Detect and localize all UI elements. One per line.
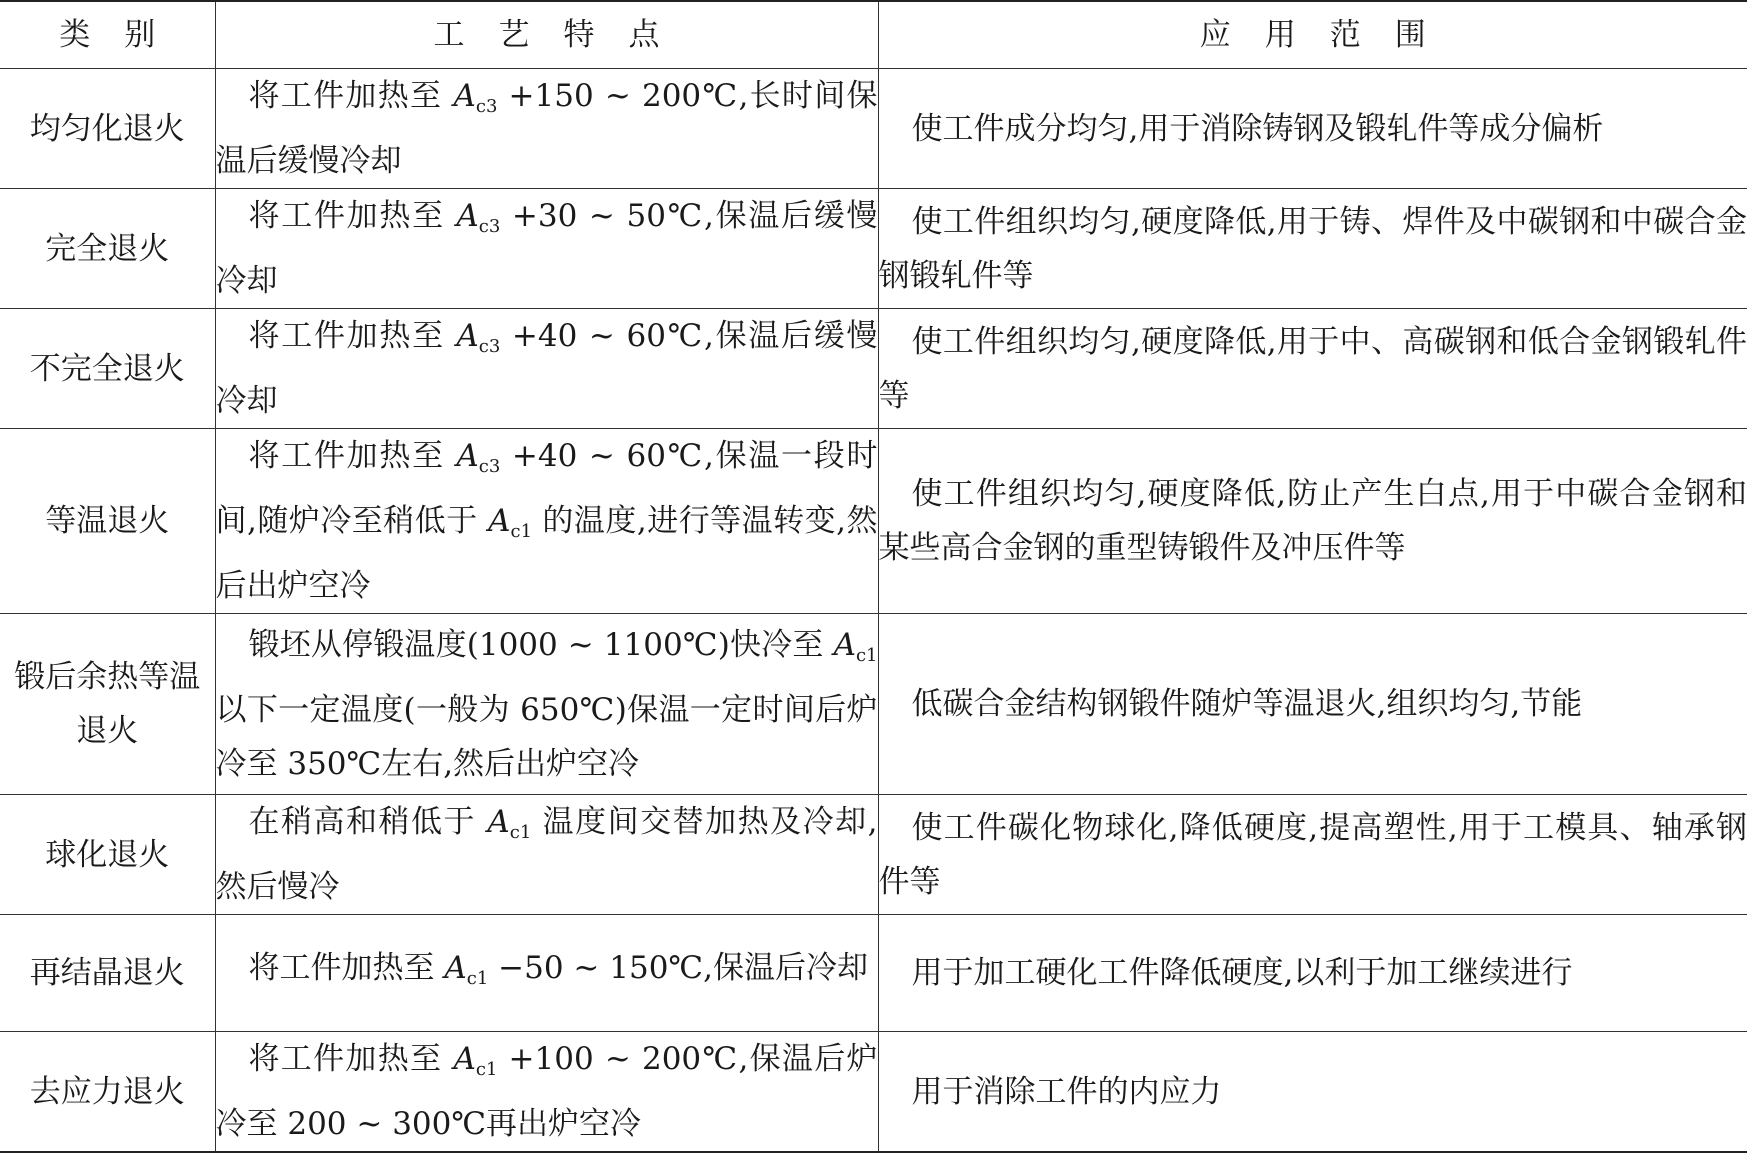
table-row bbox=[0, 429, 1747, 614]
process-cell: 将工件加热至 $A_{c1} +100$ ~ 200℃,保温后炉冷至 200 ~ 300℃再出炉空冷 bbox=[215, 1032, 878, 1153]
temperature-symbol: $A_{c3}$ bbox=[456, 198, 501, 237]
temperature-symbol: $A_{c1}$ bbox=[488, 503, 533, 542]
category-cell: 去应力退火 bbox=[0, 1032, 215, 1153]
temperature-symbol-subscript: c1 bbox=[855, 644, 878, 666]
temperature-symbol: $A_{c1}$ bbox=[444, 949, 489, 989]
table-row bbox=[0, 69, 1747, 189]
table-row bbox=[0, 1032, 1747, 1153]
category-cell: 再结晶退火 bbox=[0, 915, 215, 1032]
application-cell: 使工件成分均匀,用于消除铸钢及锻轧件等成分偏析 bbox=[878, 69, 1747, 189]
temperature-symbol-subscript: c1 bbox=[466, 967, 489, 989]
category-cell: 锻后余热等温退火 bbox=[0, 614, 215, 795]
temperature-symbol: $A_{c3}$ bbox=[456, 438, 501, 477]
process-cell: 将工件加热至 $A_{c3} +40$ ~ 60℃,保温后缓慢冷却 bbox=[215, 309, 878, 429]
temperature-symbol-subscript: c1 bbox=[475, 1059, 498, 1080]
process-cell: 锻坯从停锻温度(1000 ~ 1100℃)快冷至 $A_{c1}$ 以下一定温度(一般为 650℃)保温一定时间后炉冷至 350℃左右,然后出炉空冷 bbox=[215, 614, 878, 795]
header-process: 工艺特点 bbox=[215, 1, 878, 69]
process-cell: 将工件加热至 $A_{c3} +30$ ~ 50℃,保温后缓慢冷却 bbox=[215, 189, 878, 309]
temperature-symbol-subscript: c1 bbox=[510, 521, 533, 542]
table-row bbox=[0, 915, 1747, 1032]
temperature-symbol-subscript: c3 bbox=[475, 96, 498, 117]
header-category: 类别 bbox=[0, 1, 215, 69]
process-cell: 将工件加热至 $A_{c3} +150$ ~ 200℃,长时间保温后缓慢冷却 bbox=[215, 69, 878, 189]
category-cell: 球化退火 bbox=[0, 795, 215, 915]
application-cell: 使工件组织均匀,硬度降低,用于铸、焊件及中碳钢和中碳合金钢锻轧件等 bbox=[878, 189, 1747, 309]
process-cell: 在稍高和稍低于 $A_{c1}$ 温度间交替加热及冷却,然后慢冷 bbox=[215, 795, 878, 915]
table-row bbox=[0, 614, 1747, 795]
table-row bbox=[0, 189, 1747, 309]
temperature-symbol: $A_{c3}$ bbox=[453, 78, 498, 117]
temperature-symbol: $A_{c3}$ bbox=[456, 318, 501, 357]
application-cell: 使工件组织均匀,硬度降低,用于中、高碳钢和低合金钢锻轧件等 bbox=[878, 309, 1747, 429]
category-cell: 不完全退火 bbox=[0, 309, 215, 429]
temperature-symbol: $A_{c1}$ bbox=[487, 804, 532, 843]
temperature-symbol-subscript: c3 bbox=[478, 456, 501, 477]
process-cell: 将工件加热至 $A_{c1} -50$ ~ 150℃,保温后冷却 bbox=[215, 915, 878, 1032]
header-application: 应用范围 bbox=[878, 1, 1747, 69]
application-cell: 使工件碳化物球化,降低硬度,提高塑性,用于工模具、轴承钢件等 bbox=[878, 795, 1747, 915]
table-row bbox=[0, 309, 1747, 429]
header-row bbox=[0, 1, 1747, 69]
temperature-symbol-subscript: c1 bbox=[509, 822, 532, 843]
table-body bbox=[0, 69, 1747, 1153]
application-cell: 使工件组织均匀,硬度降低,防止产生白点,用于中碳合金钢和某些高合金钢的重型铸锻件及冲压件等 bbox=[878, 429, 1747, 614]
temperature-symbol: $A_{c1}$ bbox=[833, 626, 878, 666]
table-row bbox=[0, 795, 1747, 915]
application-cell: 低碳合金结构钢锻件随炉等温退火,组织均匀,节能 bbox=[878, 614, 1747, 795]
category-cell: 完全退火 bbox=[0, 189, 215, 309]
application-cell: 用于加工硬化工件降低硬度,以利于加工继续进行 bbox=[878, 915, 1747, 1032]
temperature-symbol-subscript: c3 bbox=[478, 336, 501, 357]
temperature-symbol: $A_{c1}$ bbox=[453, 1041, 498, 1080]
process-cell: 将工件加热至 $A_{c3} +40$ ~ 60℃,保温一段时间,随炉冷至稍低于 $A_{c1}$ 的温度,进行等温转变,然后出炉空冷 bbox=[215, 429, 878, 614]
category-cell: 均匀化退火 bbox=[0, 69, 215, 189]
category-cell: 等温退火 bbox=[0, 429, 215, 614]
application-cell: 用于消除工件的内应力 bbox=[878, 1032, 1747, 1153]
temperature-symbol-subscript: c3 bbox=[478, 216, 501, 237]
